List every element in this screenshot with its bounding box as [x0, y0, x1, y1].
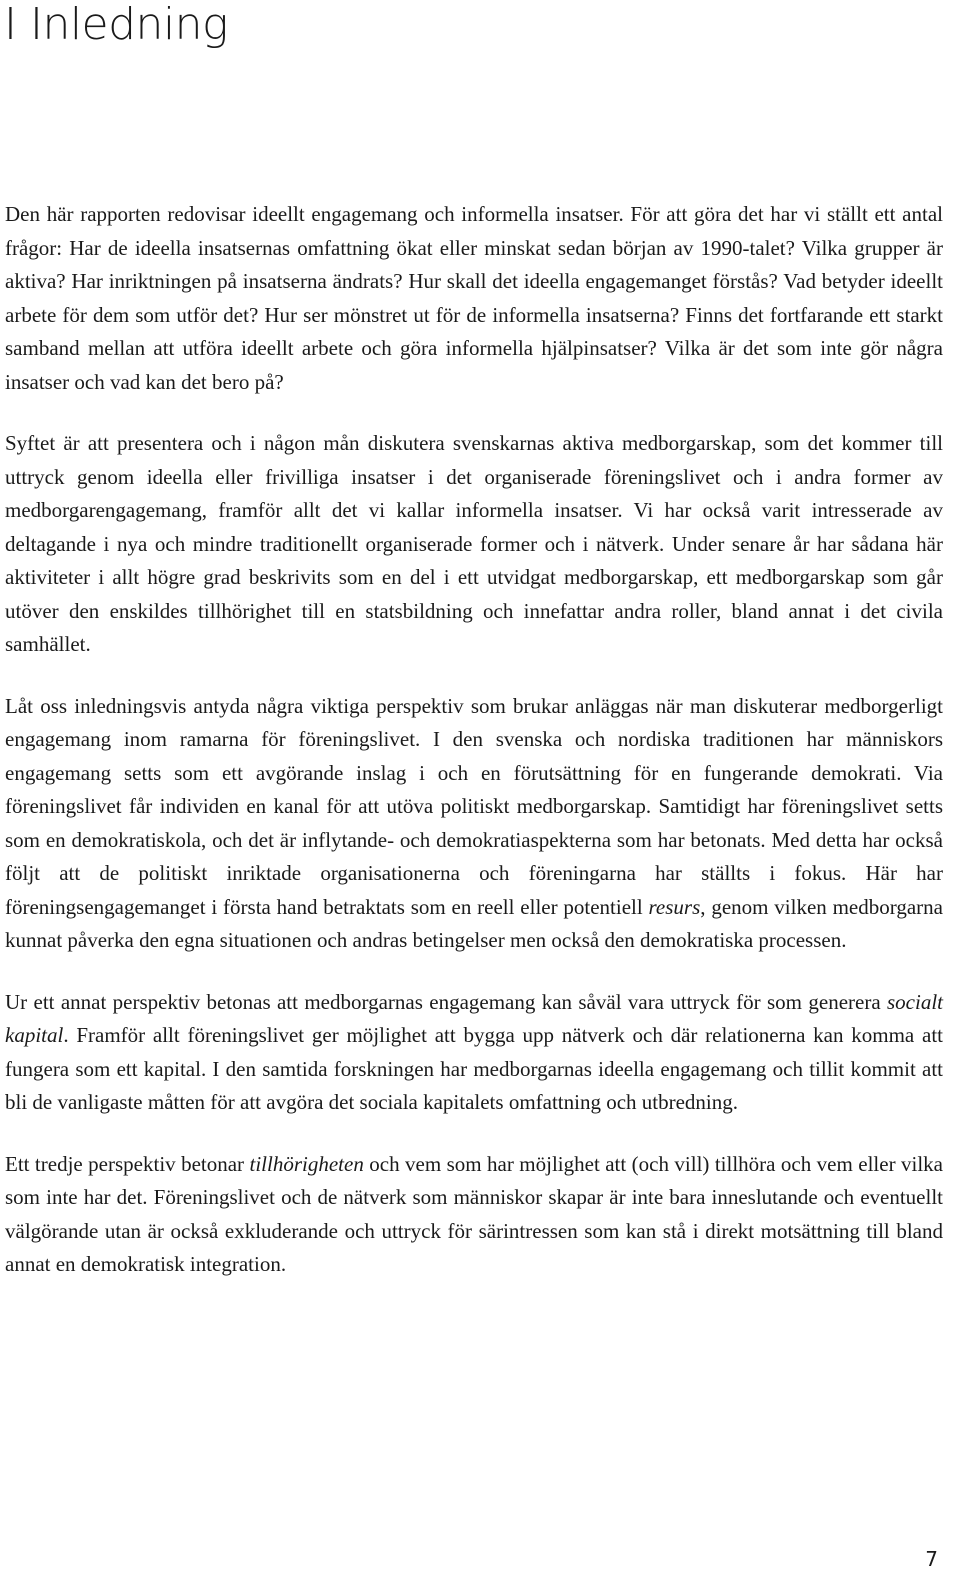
- paragraph-3-text-a: Låt oss inledningsvis antyda några viktiga perspektiv som brukar anläggas när man diskuterar medborgerligt engagemang inom ramarna för föreningslivet. I den svenska och nordiska traditionen har människors engagemang setts som ett avgörande inslag i och en förutsättning för en fungerande demokrati. Via föreningslivet får individen en kanal för att utöva politiskt medborgarskap. Samtidigt har föreningslivet setts som en demokratiskola, och det är inflytande- och demokratiaspekterna som har betonats. Med detta har också följt att de politiskt inriktade organisationerna och föreningarna har ställts i fokus. Här har föreningsengagemanget i första hand betraktats som en reell eller potentiell: [5, 693, 943, 919]
- chapter-title: I Inledning: [4, 0, 228, 50]
- paragraph-3-text-b: , genom vilken medborgarna kunnat påverka den egna situationen och andras betingelser men också den demokratiska processen.: [5, 894, 943, 952]
- paragraph-4-text-b: . Framför allt föreningslivet ger möjlighet att bygga upp nätverk och där relationerna kan komma att fungera som ett kapital. I den samtida forskningen har medborgarnas ideella engagemang och tillit kommit att bli de vanligaste måtten för att avgöra det sociala kapitalets omfattning och utbredning.: [5, 1023, 943, 1114]
- emphasis-tillhorigheten: tillhörigheten: [249, 1151, 364, 1176]
- paragraph-2: [5, 427, 943, 662]
- paragraph-2-text: Syftet är att presentera och i någon mån diskutera svenskarnas aktiva medborgarskap, som det kommer till uttryck genom ideella eller frivilliga insatser i det organiserade föreningslivet och i andra former av medborgarengagemang, framför allt det vi kallar informella insatser. Vi har också varit intresserade av deltagande i nya och mindre traditionellt organiserade former och i nätverk. Under senare år har sådana här aktiviteter i allt högre grad beskrivits som en del i ett utvidgat medborgarskap, ett medborgarskap som går utöver den enskildes tillhörighet till en statsbildning och innefattar andra roller, bland annat i det civila samhället.: [5, 431, 943, 656]
- body-text: [5, 198, 943, 1310]
- paragraph-5-text-a: Ett tredje perspektiv betonar: [5, 1151, 250, 1176]
- paragraph-4: [5, 986, 943, 1120]
- paragraph-5-text-b: och vem som har möjlighet att (och vill) tillhöra och vem eller vilka som inte har det. Föreningslivet och de nätverk som människor skapar är inte bara inneslutande och eventuellt välgörande utan är också exkluderande och uttryck för särintressen som kan stå i direkt motsättning till bland annat en demokratisk integration.: [5, 1151, 944, 1276]
- paragraph-3: [5, 690, 943, 958]
- emphasis-socialt-kapital: socialt kapital: [5, 989, 943, 1047]
- emphasis-resurs: resurs: [648, 894, 701, 919]
- paragraph-1: [5, 198, 943, 399]
- paragraph-1-text: Den här rapporten redovisar ideellt engagemang och informella insatser. För att göra det har vi ställt ett antal frågor: Har de ideella insatsernas omfattning ökat eller minskat sedan början av 1990-talet? Vilka grupper är aktiva? Har inriktningen på insatserna ändrats? Hur skall det ideella engagemanget förstås? Vad betyder ideellt arbete för dem som utför det? Hur ser mönstret ut för de informella insatserna? Finns det fortfarande ett starkt samband mellan att utföra ideellt arbete och göra informella hjälpinsatser? Vilka är det som inte gör några insatser och vad kan det bero på?: [5, 202, 943, 394]
- paragraph-4-text-a: Ur ett annat perspektiv betonas att medborgarnas engagemang kan såväl vara uttryck för som generera: [5, 989, 887, 1014]
- page-number: 7: [925, 1547, 938, 1571]
- paragraph-5: [5, 1148, 943, 1282]
